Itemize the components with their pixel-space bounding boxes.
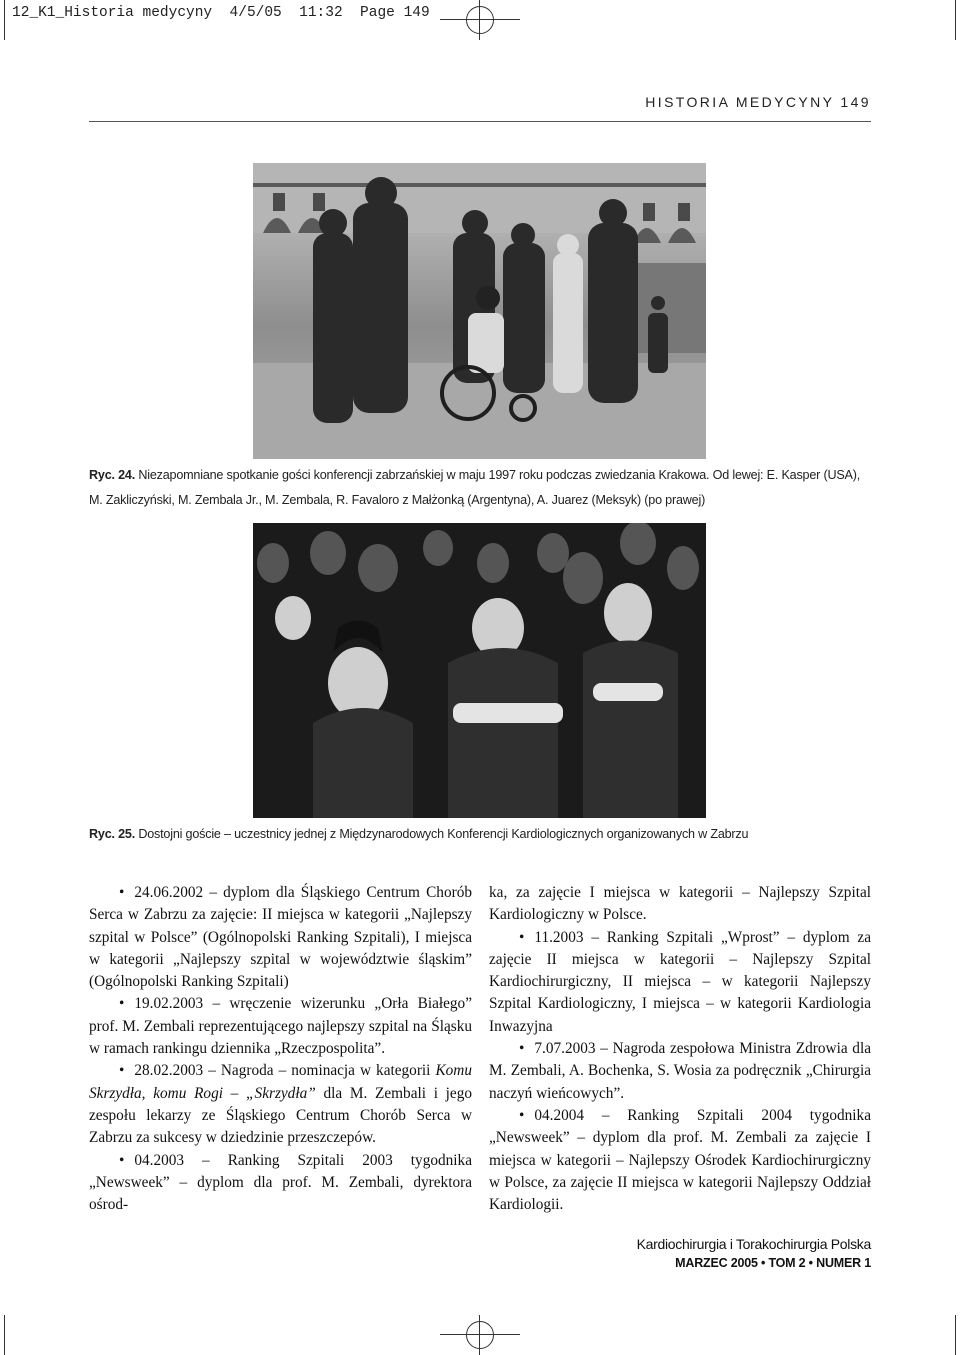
figure-24-caption-text: Niezapomniane spotkanie gości konferencji zabrzańskiej w maju 1997 roku podczas zwiedzania Krakowa. Od lewej: E. Kasper (USA), M. Zakliczyński, M. Zembala Jr., M. Zembala, R. Favaloro z Małżonką (Argentyna), A. Juarez (Meksyk) (po prawej)	[89, 468, 861, 507]
figure-25-caption-text: Dostojni goście – uczestnicy jednej z Międzynarodowych Konferencji Kardiologicznych organizowanych w Zabrzu	[138, 827, 749, 841]
crop-mark-bottom-left	[4, 1315, 5, 1355]
list-item-text: ka, za zajęcie I miejsca w kategorii – Najlepszy Szpital Kardiologiczny w Polsce.	[489, 884, 871, 924]
left-column	[89, 882, 472, 1216]
header-rule	[89, 121, 871, 122]
list-item	[489, 927, 871, 1038]
figure-24-label: Ryc. 24.	[89, 468, 136, 482]
list-item-text: 04.2003 – Ranking Szpitali 2003 tygodnika „Newsweek” – dyplom dla prof. M. Zembali, dyrektora ośrod-	[89, 1151, 472, 1214]
list-item-text: 04.2004 – Ranking Szpitali 2004 tygodnika „Newsweek” – dyplom dla prof. M. Zembali za zajęcie I miejsca w kategorii – Najlepszy Ośrodek Kardiochirurgiczny w Polsce, za zajęcie II miejsca w kategorii Najlepszy Oddział Kardiologii.	[489, 1106, 871, 1214]
figure-24-photo	[253, 163, 706, 459]
list-item-text-after: dla M. Zembali i jego zespołu lekarzy ze Śląskiego Centrum Chorób Serca w Zabrzu za sukcesy w dziedzinie przeszczepów.	[89, 1084, 473, 1147]
registration-mark-top	[440, 0, 520, 40]
bullet: •	[119, 1151, 125, 1169]
printer-slug: 12_K1_Historia medycyny 4/5/05 11:32 Page 149	[12, 5, 430, 21]
figure-24-caption	[89, 463, 871, 513]
bullet: •	[119, 884, 125, 901]
list-item	[89, 882, 472, 993]
crop-mark-bottom-right	[955, 1315, 956, 1355]
list-item	[489, 1105, 871, 1216]
bullet: •	[519, 1106, 525, 1124]
list-item-text: 7.07.2003 – Nagroda zespołowa Ministra Zdrowia dla M. Zembali, A. Bochenka, S. Wosia za podręcznik „Chirurgia naczyń wieńcowych”.	[489, 1040, 871, 1102]
list-item-text: 19.02.2003 – wręczenie wizerunku „Orła Białego” prof. M. Zembali reprezentującego najlepszy szpital na Śląsku w ramach rankingu dziennika „Rzeczpospolita”.	[89, 995, 472, 1058]
list-item	[489, 1038, 871, 1105]
bullet: •	[119, 995, 125, 1013]
list-item	[89, 993, 472, 1060]
list-item-text-before: 28.02.2003 – Nagroda – nominacja w kategorii	[134, 1062, 436, 1080]
footer-issue: MARZEC 2005 • TOM 2 • NUMER 1	[675, 1256, 871, 1270]
figure-25-label: Ryc. 25.	[89, 827, 136, 841]
running-header: HISTORIA MEDYCYNY 149	[645, 94, 871, 110]
footer-journal: Kardiochirurgia i Torakochirurgia Polska	[636, 1236, 871, 1252]
list-item-text: 24.06.2002 – dyplom dla Śląskiego Centrum Chorób Serca w Zabrzu za zajęcie: II miejsca w kategorii „Najlepszy szpital w Polsce” (Ogólnopolski Ranking Szpitali), I miejsca w kategorii „Najlepszy szpital w województwie śląskim” (Ogólnopolski Ranking Szpitali)	[89, 884, 472, 991]
bullet: •	[119, 1062, 125, 1080]
list-item	[89, 1150, 472, 1217]
figure-25-caption	[89, 822, 871, 847]
registration-mark-bottom	[440, 1315, 520, 1355]
crop-mark-top-right	[955, 0, 956, 40]
figure-25-photo	[253, 523, 706, 818]
list-item-text: 11.2003 – Ranking Szpitali „Wprost” – dyplom za zajęcie II miejsca w kategorii – Najlepszy Szpital Kardiochirurgiczny, II miejsca – w kategorii Najlepszy Szpital Kardiologiczny, I miejsca – w kategorii Kardiologia Inwazyjna	[489, 928, 871, 1035]
bullet: •	[519, 1040, 525, 1058]
list-item-text-italic: Komu Skrzydła, komu Rogi – „Skrzydła”	[89, 1062, 472, 1102]
list-item	[89, 1060, 472, 1149]
right-column	[489, 882, 871, 1216]
bullet: •	[519, 928, 525, 946]
crop-mark-top-left	[4, 0, 5, 40]
list-item-continuation	[489, 882, 871, 927]
